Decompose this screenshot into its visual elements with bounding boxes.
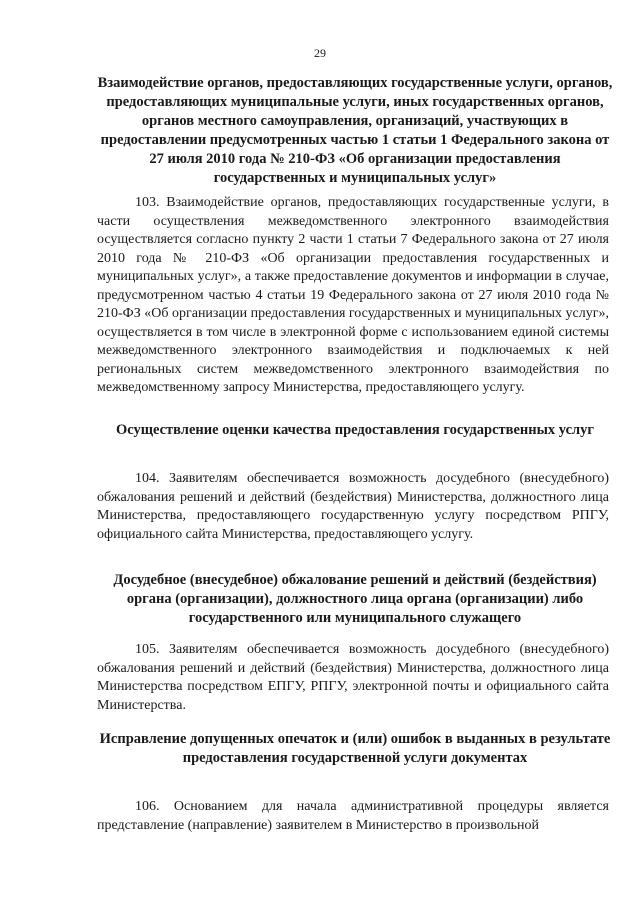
section-heading-error-correction: Исправление допущенных опечаток и (или) ошибок в выданных в результате предоставления государственной услуги документах (99, 731, 611, 766)
page-number: 29 (314, 46, 326, 60)
paragraph-106: 106. Основанием для начала административной процедуры является представление (направление) заявителем в Министерство в произвольной (97, 799, 609, 833)
section-heading-pretrial-appeal: Досудебное (внесудебное) обжалование решений и действий (бездействия) органа (организации), должностного лица органа (организации) либо государственного или муниципального служащего (113, 572, 597, 626)
paragraph-105: 105. Заявителям обеспечивается возможность досудебного (внесудебного) обжалования решений и действий (бездействия) Министерства, должностного лица Министерства посредством ЕПГУ, РПГУ, электронной почты и официального сайта Министерства. (97, 642, 609, 713)
section-heading-interaction: Взаимодействие органов, предоставляющих государственные услуги, органов, предоставляющих муниципальные услуги, иных государственных органов, органов местного самоуправления, организаций, участвующих в предоставлении предусмотренных частью 1 статьи 1 Федерального закона от 27 июля 2010 года № 210-ФЗ «Об организации предоставления государственных и муниципальных услуг» (97, 75, 613, 186)
paragraph-104: 104. Заявителям обеспечивается возможность досудебного (внесудебного) обжалования решений и действий (бездействия) Министерства, должностного лица Министерства, предоставляющего государственную услугу посредством РПГУ, официального сайта Министерства, предоставляющего услугу. (97, 471, 609, 542)
section-heading-quality-assessment: Осуществление оценки качества предоставления государственных услуг (115, 422, 595, 438)
paragraph-103: 103. Взаимодействие органов, предоставляющих государственные услуги, в части осуществления межведомственного электронного взаимодействия осуществляется согласно пункту 2 части 1 статьи 7 Федерального закона от 27 июля 2010 года № 210-ФЗ «Об организации предоставления государственных и муниципальных услуг», а также предоставление документов и информации в случае, предусмотренном частью 4 статьи 19 Федерального закона от 27 июля 2010 года № 210-ФЗ «Об организации предоставления государственных и муниципальных услуг», осуществляется в том числе в электронной форме с использованием единой системы межведомственного электронного взаимодействия и подключаемых к ней региональных систем межведомственного электронного взаимодействия по межведомственному запросу Министерства, предоставляющего услугу. (97, 195, 609, 395)
